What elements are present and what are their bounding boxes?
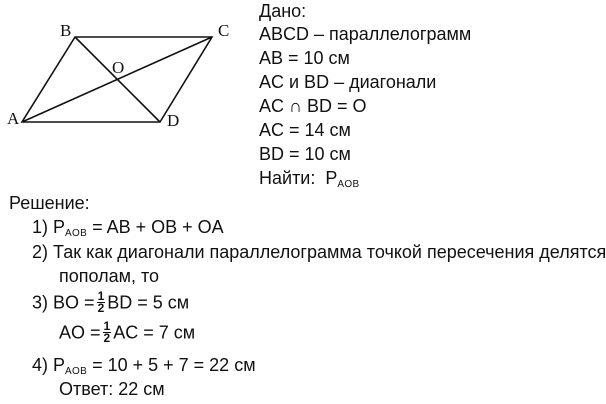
step-3-bo [32, 289, 190, 315]
step-1-number: 1) [32, 217, 49, 237]
bo-left: BO = [53, 292, 95, 313]
ao-right: AC = 7 см [113, 322, 196, 343]
step-3-number: 3) [32, 292, 49, 313]
find-subscript: AOB [337, 179, 360, 190]
bo-right: BD = 5 см [107, 292, 190, 313]
step-4 [32, 355, 256, 382]
step-1-subscript: AOB [65, 228, 88, 239]
given-line-1: ABCD – параллелограмм [259, 24, 472, 44]
step-4-number: 4) [32, 355, 49, 375]
given-line-3: AC и BD – диагонали [259, 72, 437, 92]
fraction-numerator: 1 [103, 319, 111, 333]
step-1-p: P [53, 217, 66, 237]
step-4-formula: = 10 + 5 + 7 = 22 см [87, 355, 256, 375]
vertex-label-a: A [7, 109, 20, 128]
parallelogram-figure [0, 0, 250, 140]
vertex-label-d: D [167, 111, 180, 130]
step-4-p: P [53, 355, 66, 375]
step-2 [32, 242, 606, 262]
answer: Ответ: 22 см [59, 379, 165, 399]
diagonal-bd [75, 37, 160, 122]
center-label-o: O [112, 58, 125, 77]
fraction-one-half-ao [103, 321, 112, 344]
fraction-one-half-bo [97, 291, 106, 314]
step-2-text-line-2: пополам, то [59, 266, 160, 286]
vertex-label-c: C [218, 21, 230, 40]
vertex-label-b: B [60, 21, 72, 40]
fraction-numerator: 1 [97, 289, 105, 303]
given-line-4: AC ∩ BD = O [259, 96, 367, 116]
fraction-denominator: 2 [97, 301, 105, 315]
step-3-ao [59, 319, 196, 345]
given-line-5: AC = 14 см [259, 120, 351, 140]
step-2-number: 2) [32, 242, 49, 262]
solution-title: Решение: [9, 193, 90, 213]
ao-left: AO = [59, 322, 101, 343]
given-line-2: AB = 10 см [259, 48, 350, 68]
find-label: Найти: [259, 168, 316, 188]
given-find [259, 168, 359, 195]
step-2-text-line-1: Так как диагонали параллелограмма точкой пересечения делятся [53, 242, 606, 262]
given-line-6: BD = 10 см [259, 144, 351, 164]
step-4-subscript: AOB [65, 366, 88, 377]
step-1-formula: = AB + OB + OA [87, 217, 224, 237]
find-p: P [325, 168, 338, 188]
step-1 [32, 217, 224, 244]
given-title: Дано: [259, 1, 307, 21]
fraction-denominator: 2 [103, 331, 111, 345]
